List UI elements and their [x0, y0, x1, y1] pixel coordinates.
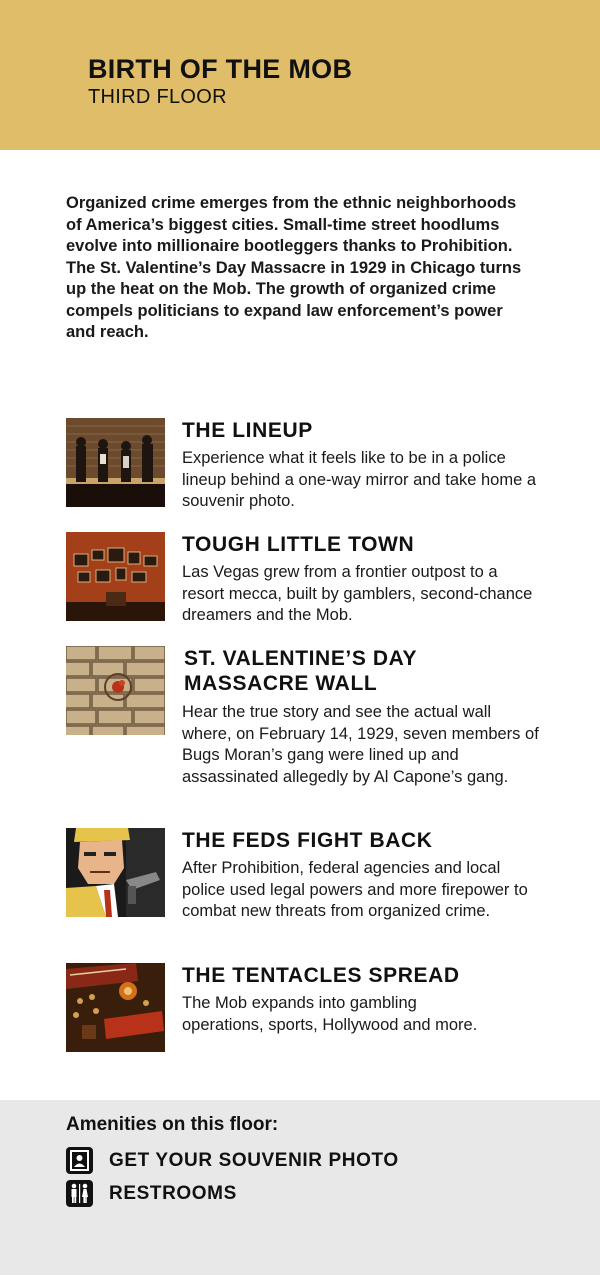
exhibit-description: After Prohibition, federal agencies and local police used legal powers and more firepower to combat new threats from organized crime.	[182, 859, 528, 920]
restroom-icon	[66, 1180, 93, 1207]
exhibit-description: Experience what it feels like to be in a police lineup behind a one-way mirror and take home a souvenir photo.	[182, 449, 537, 510]
exhibit-description: Hear the true story and see the actual wall where, on February 14, 1929, seven members of Bugs Moran’s gang were lined up and assassinated allegedly by Al Capone’s gang.	[182, 703, 539, 786]
exhibit-title: THE FEDS FIGHT BACK	[182, 829, 433, 852]
exhibit-title: ST. VALENTINE’S DAY MASSACRE WALL	[184, 647, 417, 695]
photo-booth-icon	[66, 1147, 93, 1174]
exhibit-massacre-wall	[66, 646, 546, 811]
exhibit-feds-fight-back	[66, 828, 546, 948]
exhibit-tough-little-town	[66, 532, 546, 627]
header-band	[0, 0, 600, 150]
amenity-label: RESTROOMS	[109, 1183, 237, 1204]
exhibit-description: Las Vegas grew from a frontier outpost to a resort mecca, built by gamblers, second-chance dreamers and the Mob.	[182, 563, 533, 624]
exhibit-title: TOUGH LITTLE TOWN	[182, 533, 415, 556]
amenity-label: GET YOUR SOUVENIR PHOTO	[109, 1150, 399, 1171]
lineup-photo	[66, 418, 165, 507]
exhibit-title: THE LINEUP	[182, 419, 313, 442]
exhibit-tentacles-spread	[66, 963, 546, 1058]
floor-subtitle: THIRD FLOOR	[88, 86, 227, 108]
feds-fight-back-illustration	[66, 828, 165, 917]
tough-little-town-photo	[66, 532, 165, 621]
exhibit-lineup	[66, 418, 546, 513]
amenities-panel	[0, 1100, 600, 1275]
tentacles-spread-photo	[66, 963, 165, 1052]
amenities-heading: Amenities on this floor:	[66, 1114, 279, 1135]
page-title: BIRTH OF THE MOB	[88, 54, 353, 84]
exhibit-description: The Mob expands into gambling operations, sports, Hollywood and more.	[182, 994, 478, 1034]
intro-paragraph: Organized crime emerges from the ethnic neighborhoods of America’s biggest cities. Small-time street hoodlums evolve into millionaire bootleggers thanks to Prohibition. The St. Valentine’s Day Massacre in 1929 in Chicago turns up the heat on the Mob. The growth of organized crime compels politicians to expand law enforcement’s power and reach.	[66, 194, 522, 341]
massacre-wall-photo	[66, 646, 165, 735]
exhibit-title: THE TENTACLES SPREAD	[182, 964, 460, 987]
